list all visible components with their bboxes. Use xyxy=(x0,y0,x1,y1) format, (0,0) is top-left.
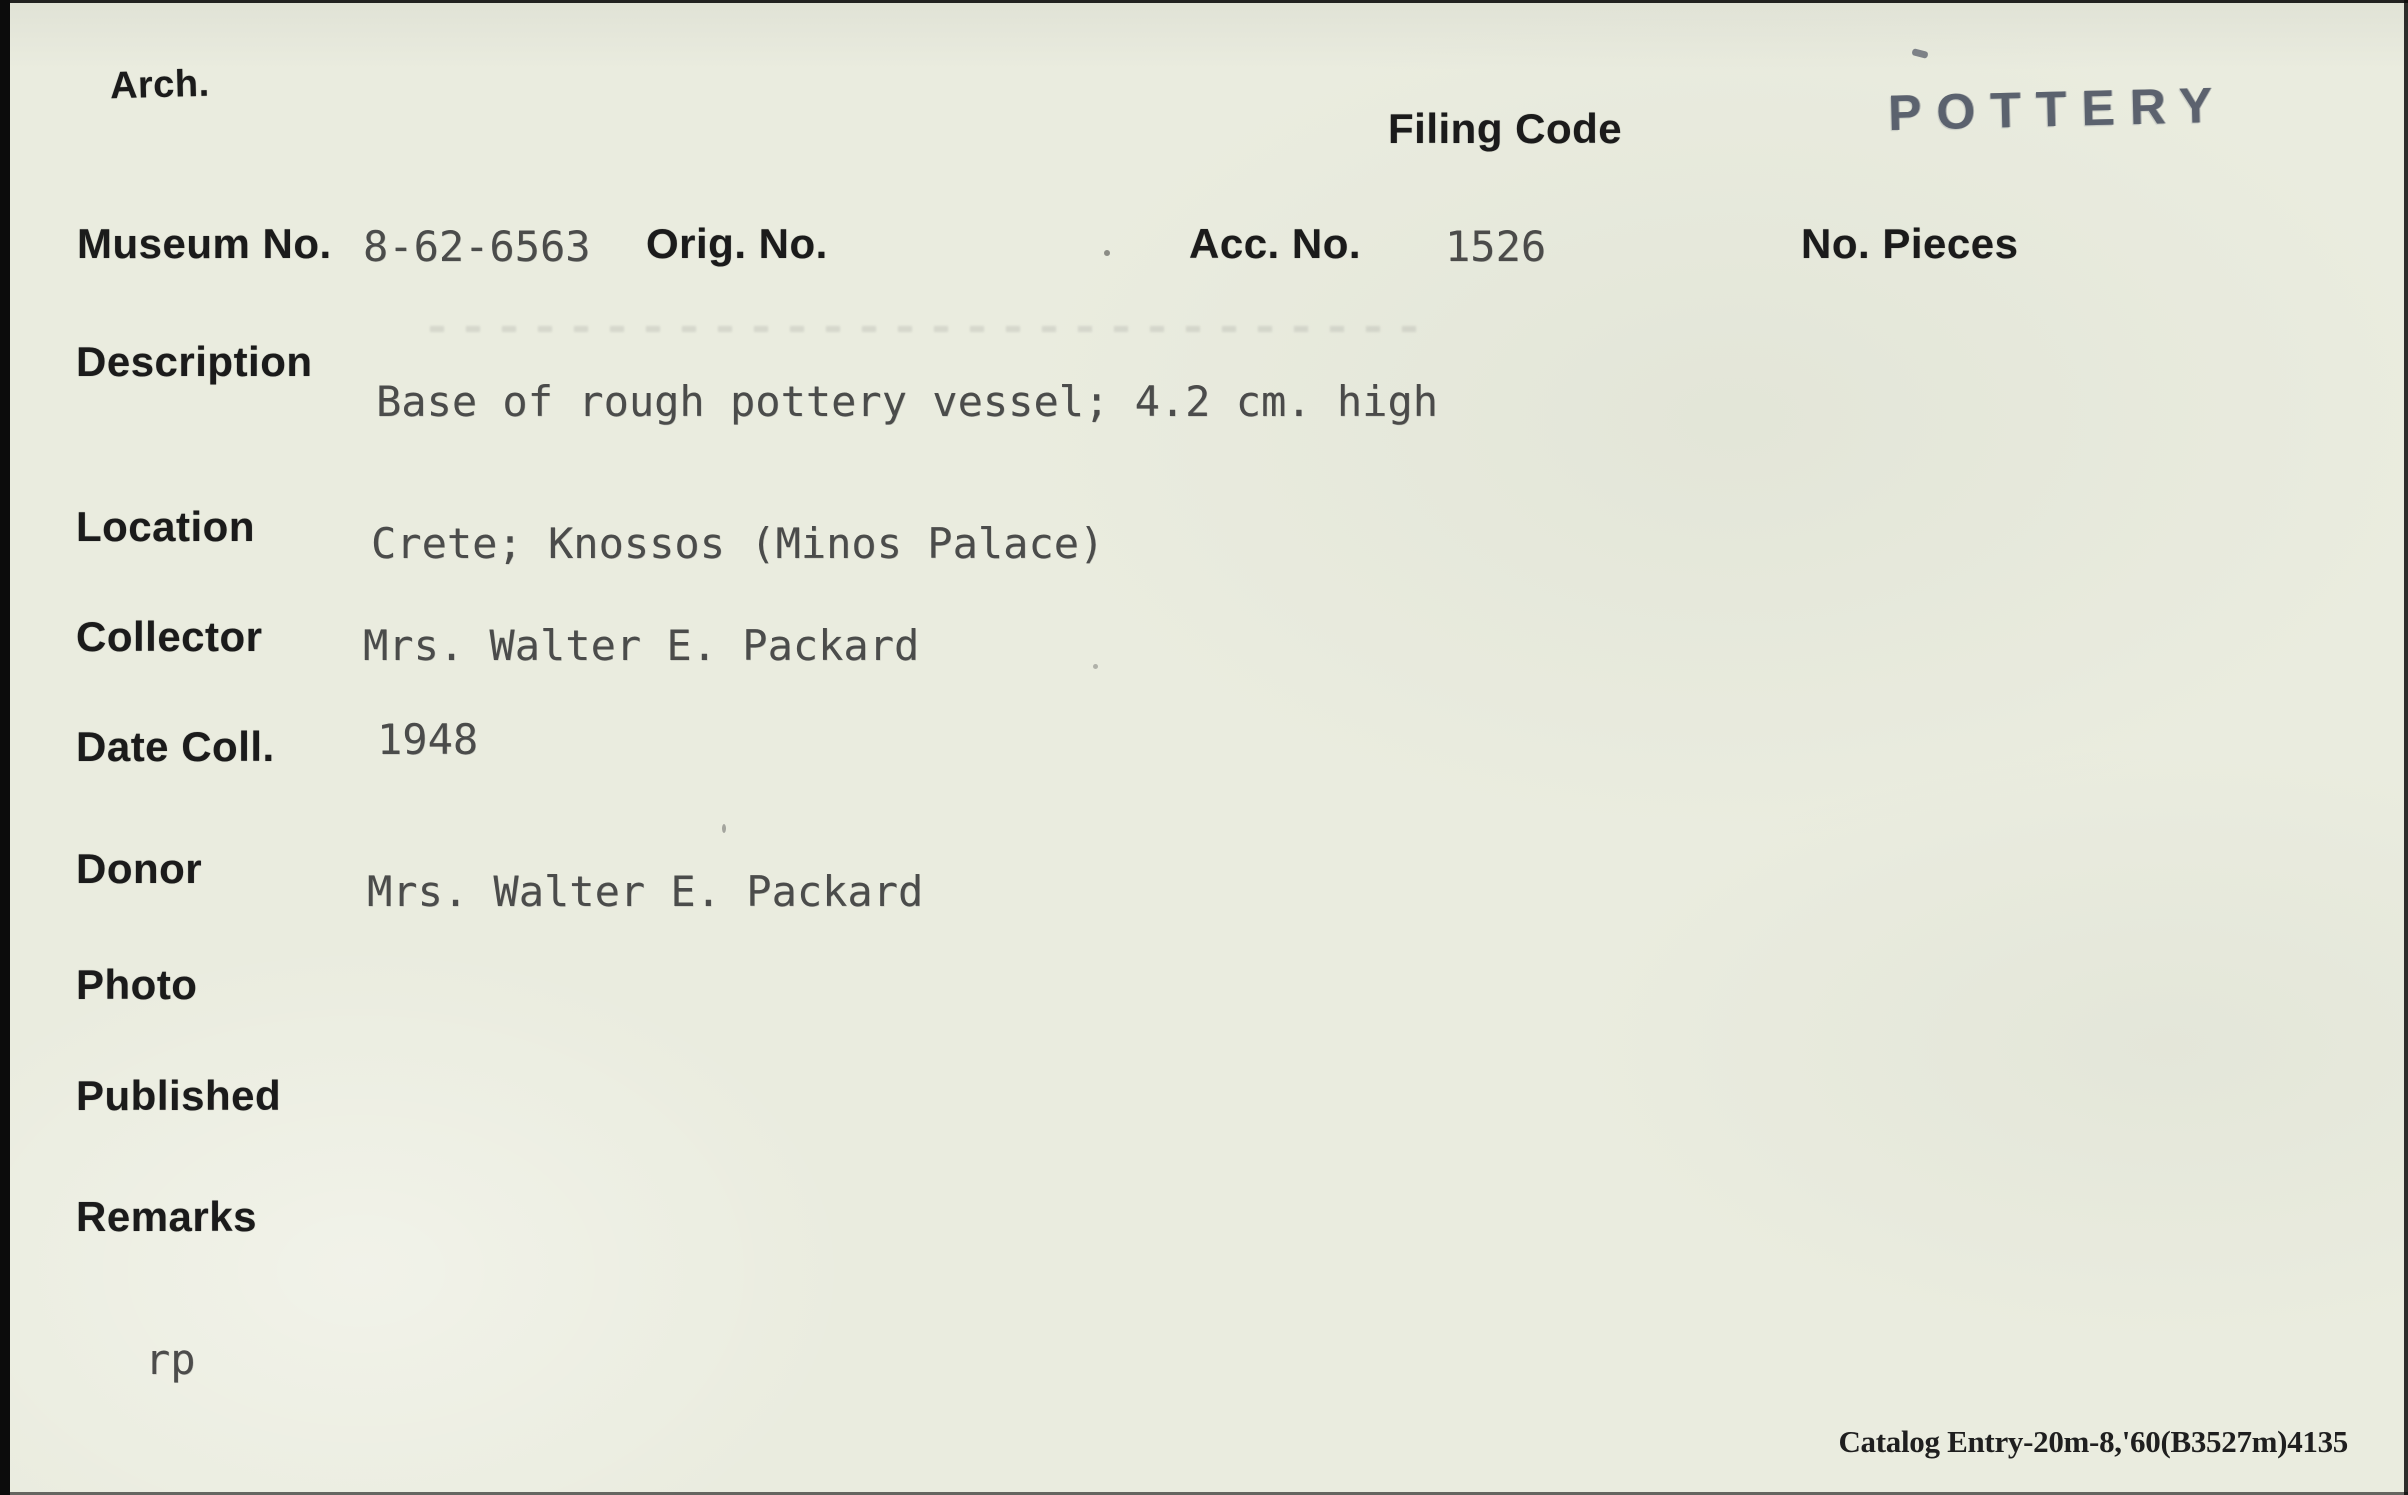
ink-bleed-marks xyxy=(430,326,1430,332)
stamp-smudge xyxy=(1911,48,1928,59)
acc-no-value: 1526 xyxy=(1445,222,1547,271)
description-value: Base of rough pottery vessel; 4.2 cm. high xyxy=(376,377,1439,426)
remarks-label: Remarks xyxy=(76,1193,257,1240)
paper-speck xyxy=(1093,664,1098,669)
collector-value: Mrs. Walter E. Packard xyxy=(363,621,920,670)
scan-edge-left xyxy=(0,0,10,1495)
location-label: Location xyxy=(76,503,255,550)
description-label: Description xyxy=(76,338,313,385)
date-coll-label: Date Coll. xyxy=(76,723,275,770)
scan-edge-top xyxy=(0,0,2408,3)
scan-edge-right xyxy=(2404,0,2408,1495)
donor-value: Mrs. Walter E. Packard xyxy=(367,867,924,916)
paper-speck xyxy=(1104,250,1110,256)
collector-label: Collector xyxy=(76,613,263,660)
published-label: Published xyxy=(76,1072,282,1119)
museum-no-value: 8-62-6563 xyxy=(363,222,591,271)
classification-label: Arch. xyxy=(109,62,211,108)
filing-code-label: Filing Code xyxy=(1388,105,1623,152)
pottery-stamp: POTTERY xyxy=(1887,76,2228,142)
orig-no-label: Orig. No. xyxy=(646,220,828,267)
photo-label: Photo xyxy=(76,961,198,1008)
catalog-entry-print-note: Catalog Entry-20m-8,'60(B3527m)4135 xyxy=(1838,1424,2348,1459)
location-value: Crete; Knossos (Minos Palace) xyxy=(371,519,1105,568)
museum-no-label: Museum No. xyxy=(77,220,332,267)
no-pieces-label: No. Pieces xyxy=(1801,220,2019,267)
paper-speck xyxy=(722,824,726,833)
donor-label: Donor xyxy=(76,845,203,892)
date-coll-value: 1948 xyxy=(377,715,479,764)
cataloger-initials: rp xyxy=(145,1335,196,1384)
acc-no-label: Acc. No. xyxy=(1189,220,1362,267)
